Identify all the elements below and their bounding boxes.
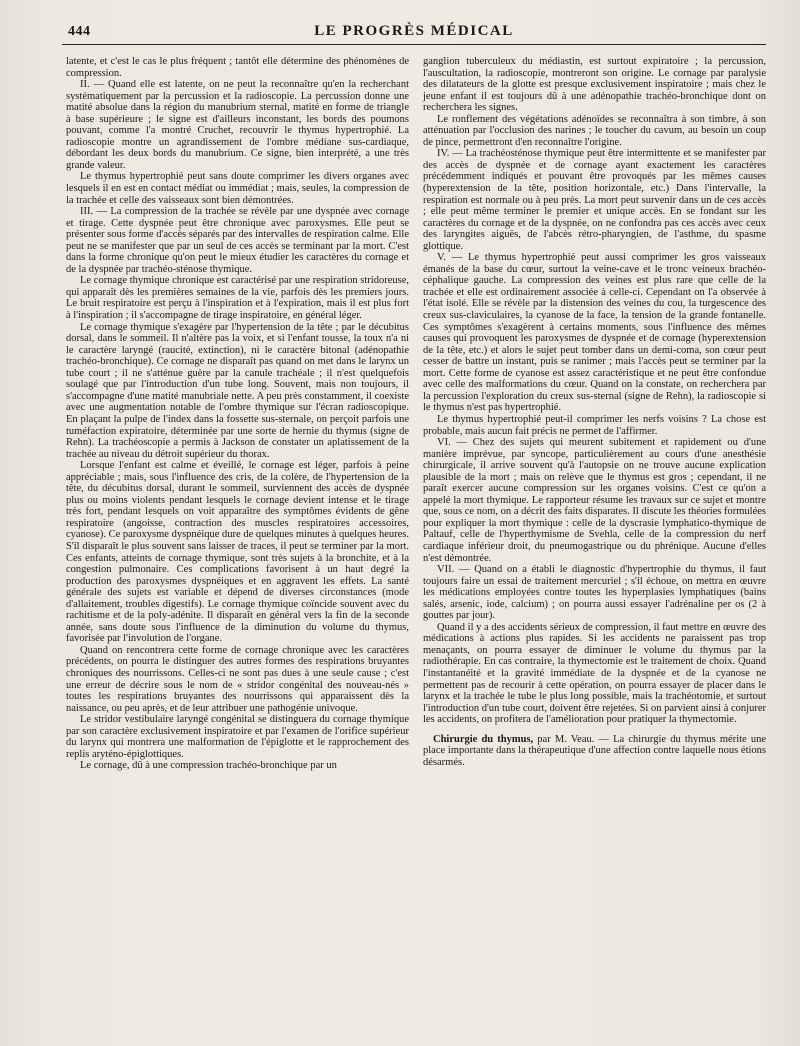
paragraph: Le ronflement des végétations adénoïdes se reconnaîtra à son timbre, à son atténuation par l'occlusion des narines ; le toucher du cavum, au besoin un coup de pince, permettront d'en reconnaître l'origine. <box>423 113 766 148</box>
page-header <box>62 22 766 45</box>
page-number: 444 <box>68 24 91 39</box>
section-heading: Chirurgie du thymus, <box>433 733 534 745</box>
paragraph: V. — Le thymus hypertrophié peut aussi comprimer les gros vaisseaux émanés de la base du cœur, surtout la veine-cave et le tronc veineux brachéo-céphalique gauche. La compression des veines est plus rare que celle de la trachée et elle est ordinairement associée à celle-ci. Cependant on l'a observée à l'état isolé. Elle se révèle par la distension des veines du cou, la turgescence des creux sus-claviculaires, la cyanose de la face, la tension de la grande fontanelle. Ces symptômes s'exagèrent à certains moments, sous l'influence des mêmes causes qui provoquent les paroxysmes de dyspnée et de cornage (hyperextension de la tête, etc.) et alors le sujet peut tomber dans un demi-coma, son cœur peut cesser de battre un instant, puis se ranimer ; mais l'accès peut se terminer par la mort. Cette forme de cyanose est assez caractéristique et ne peut être confondue avec celle des malformations du cœur. Quand on la constate, on recherchera par la percussion l'exploration du creux sus-sternal (signe de Rehn), la radioscopie si le thymus n'est pas hypertrophié. <box>423 252 766 414</box>
paragraph: Le cornage, dû à une compression trachéo-bronchique par un <box>80 760 337 772</box>
paragraph: latente, et c'est le cas le plus fréquent ; tantôt elle détermine des phénomènes de compression. <box>66 56 409 79</box>
paragraph: VII. — Quand on a établi le diagnostic d'hypertrophie du thymus, il faut toujours faire un essai de traitement mercuriel ; s'il échoue, on mettra en œuvre les médications employées contre toutes les hyperplasies lymphatiques (bains salés, arsenic, iode, calcium) ; on pourra aussi essayer l'adrénaline per os (2 à gouttes par jour). <box>423 564 766 622</box>
paragraph: Le thymus hypertrophié peut sans doute comprimer les divers organes avec lesquels il en est en contact médiat ou immédiat ; mais, seules, la compression de la trachée et celle des vaisseaux sont bien démontrées. <box>66 171 409 206</box>
left-column <box>66 56 409 1028</box>
section-text: par M. Veau. — La chirurgie du thymus mérite une place importante dans la thérapeutique d'une affection contre laquelle nous étions désarmés. <box>423 733 767 768</box>
paragraph: VI. — Chez des sujets qui meurent subitement et rapidement ou d'une manière imprévue, par syncope, particulièrement au cours d'une anesthésie chirurgicale, il arrive souvent qu'à l'autopsie on ne trouve aucune explication plausible de la mort ; mais on relève que le thymus est gros ; cependant, il ne paraît exercer aucune compression sur les organes voisins. C'est ce qu'on a appelé la mort thymique. Le rapporteur résume les travaux sur ce sujet et montre que, sous ce nom, on a décrit des faits disparates. Il discute les théories formulées pour expliquer la mort thymique : celle de la dyscrasie lymphatico-thymique de Paltauf, celle de l'hyperthymisme de Svehla, celle de la compression du nerf cardiaque inférieur droit, du pneumogastrique ou du phrénique. Aucune d'elles n'est démontrée. <box>423 437 766 564</box>
section-separator <box>423 726 766 734</box>
paragraph: Lorsque l'enfant est calme et éveillé, le cornage est léger, parfois à peine appréciable ; mais, sous l'influence des cris, de la colère, de l'hypertension de la tête, du décubitus dorsal, durant le sommeil, surviennent des accès de dyspnée plus ou moins violents pendant lesquels le cornage devient intense et le tirage très fort, pendant lesquels on voit apparaître des symptômes évidents de gêne respiratoire (angoisse, contraction des muscles respiratoires accessoires, cyanose). Ce paroxysme dyspnéique dure de quelques minutes à quelques heures. S'il disparaît le plus souvent sans laisser de traces, il peut se terminer par la mort. Ces enfants, atteints de cornage thymique, sont très sujets à la bronchite, et à la congestion pulmonaire. Ces complications favorisent à un haut degré la production des paroxysmes dyspnéiques et en aggravent les effets. La santé générale des sujets est variable et dépend de diverses circonstances (mode d'allaitement, troubles digestifs). Le cornage thymique coïncide souvent avec du rachitisme et de la poly-adénite. Il disparaît en général vers la fin de la seconde année, sans doute sous l'influence de la diminution du volume du thymus, favorisée par l'involution de l'organe. <box>66 460 409 645</box>
paragraph: Le stridor vestibulaire laryngé congénital se distinguera du cornage thymique par son caractère exclusivement inspiratoire et par l'examen de l'orifice supérieur du larynx qui montrera une malformation de l'épiglotte et le rapprochement des replis aryténo-épiglottiques. <box>66 714 409 760</box>
paragraph: Le thymus hypertrophié peut-il comprimer les nerfs voisins ? La chose est probable, mais aucun fait précis ne permet de l'affirmer. <box>423 413 766 437</box>
paragraph: III. — La compression de la trachée se révèle par une dyspnée avec cornage et tirage. Cette dyspnée peut être chronique avec paroxysmes. Elle peut se présenter sous forme d'accès séparés par des intervalles de respiration calme. Elle peut ne se manifester que par un seul de ces accès se terminant par la mort. C'est dans la forme chronique qu'on peut le mieux étudier les caractères du cornage et de la dyspnée par trachéo-sténose thymique. <box>66 206 409 275</box>
paragraph: Quand on rencontrera cette forme de cornage chronique avec les caractères précédents, on pourra le distinguer des autres formes des respirations bruyantes chroniques des nourrissons. Celles-ci ne sont pas dues à une seule cause ; c'est une erreur de décrire sous le nom de « stridor congénital des nouveau-nés » toutes les respirations bruyantes des nourrissons qui apparaissent dès la naissance, ou peu après, et de leur attribuer une pathogénie univoque. <box>66 644 409 714</box>
journal-title: LE PROGRÈS MÉDICAL <box>314 23 514 39</box>
paragraph: ganglion tuberculeux du médiastin, est surtout expiratoire ; la percussion, l'auscultation, la radioscopie, montreront son origine. Le cornage par paralysie des dilatateurs de la glotte est presque exclusivement inspiratoire ; mais chez le jeune enfant il est toujours dû à une adénopathie trachéo-bronchique dont on recherchera les signes. <box>423 56 766 114</box>
right-column <box>423 56 766 1028</box>
text-columns <box>66 56 766 1028</box>
section-paragraph <box>423 734 766 769</box>
paragraph: Quand il y a des accidents sérieux de compression, il faut mettre en œuvre des médications à actions plus rapides. Si les accidents ne paraissent pas trop menaçants, on pourra essayer de diminuer le volume du thymus par la radiothérapie. En cas contraire, la thymectomie est le traitement de choix. Quand l'instantanéité et la gravité immédiate de la dyspnée et de la cyanose ne permettent pas de recourir à cette opération, on pourra essayer de placer dans le larynx et la trachée le tube le plus long possible, mais la trachéotomie, et surtout l'introduction d'un tube court, doivent être rejetées. Si on parvient ainsi à conjurer les accidents, on profitera de l'amélioration pour pratiquer la thymectomie. <box>423 621 766 726</box>
paragraph: Le cornage thymique chronique est caractérisé par une respiration stridoreuse, qui apparaît dès les premières semaines de la vie, parfois dès les premiers jours. Le bruit respiratoire est perçu à l'inspiration et à l'expiration, mais il est plus fort à l'inspiration ; il s'accompagne de tirage inspiratoire, en général léger. <box>66 275 409 322</box>
paragraph: II. — Quand elle est latente, on ne peut la reconnaître qu'en la recherchant systématiquement par la percussion et la radioscopie. La percussion donne une matité absolue dans la région du manubrium sternal, matité en forme de triangle à base supérieure ; le signe est d'ailleurs inconstant, les bords des poumons pouvant, comme l'a montré Cruchet, recouvrir le thymus hypertrophié. La radioscopie montre un agrandissement de l'ombre médiane sus-cardiaque, débordant les deux bords du manubrium. Ce signe, bien interprété, a une très grande valeur. <box>66 79 409 171</box>
paragraph: Le cornage thymique s'exagère par l'hypertension de la tête ; par le décubitus dorsal, dans le sommeil. Il n'altère pas la voix, et si l'enfant tousse, la toux n'a ni le caractère laryngé (raucité, extinction), ni le caractère bitonal (adénopathie trachéo-bronchique). Ce cornage ne disparaît pas quand on met dans le larynx un tube court ; il ne s'atténue guère par la canule trachéale ; il n'est quelquefois soulagé que par l'introduction d'un tube long. Souvent, mais non toujours, il s'accompagne d'une matité manubriale nette. A peu près constamment, il coexiste avec une augmentation notable de l'ombre thymique sur l'écran radioscopique. En plaçant la pulpe de l'index dans la fossette sus-sternale, on perçoit parfois une tuméfaction expiratoire, déterminée par une sorte de hernie du thymus (signe de Rehn). La trachéoscopie a permis à Jackson de constater un aplatissement de la trachée au niveau du détroit supérieur du thorax. <box>66 321 409 460</box>
paragraph: IV. — La trachéosténose thymique peut être intermittente et se manifester par des accès de dyspnée et de cornage ayant exactement les caractères précédemment indiqués et pouvant être provoqués par les mêmes causes (hyperextension de la tête, position horizontale, etc.) Dans l'intervalle, la respiration est normale ou à peu près. La mort peut survenir dans un de ces accès ; elle peut même terminer le premier et unique accès. En se fondant sur les caractères du cornage et de la dyspnée, on ne confondra pas ces accès avec ceux des laryngites aiguës, de l'abcès rétro-pharyngien, de l'asthme, du spasme glottique. <box>423 148 766 252</box>
